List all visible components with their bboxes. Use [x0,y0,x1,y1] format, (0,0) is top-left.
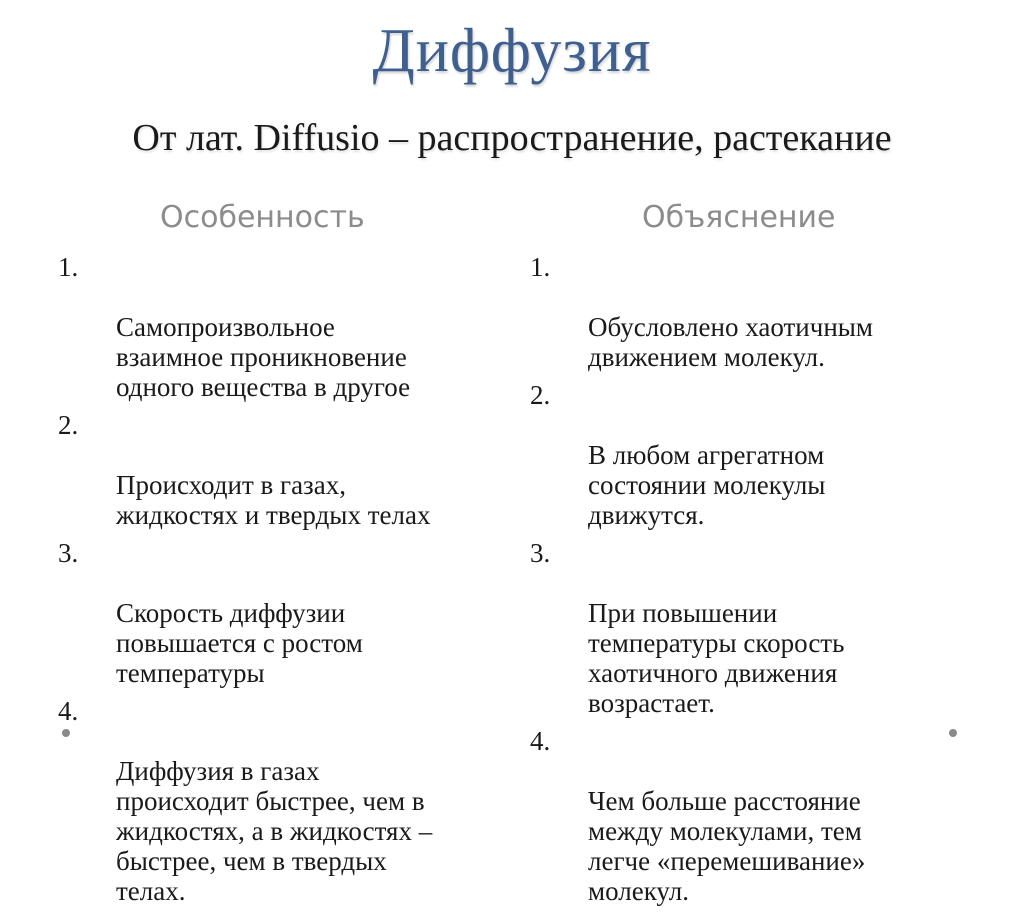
item-number: 2. [530,380,551,410]
item-number: 4. [58,696,79,726]
list-item [530,380,950,530]
item-text: Самопроизвольное взаимное проникновение одного вещества в другое [116,312,411,402]
item-text: В любом агрегатном состоянии молекулы движутся. [588,440,826,530]
list-item [530,252,950,372]
left-column-heading: Особенность [160,200,365,235]
item-text: Чем больше расстояние между молекулами, тем легче «перемешивание» молекул. [588,786,866,906]
item-number: 3. [530,538,551,568]
item-text: Обусловлено хаотичным движением молекул. [588,312,873,372]
explanations-list [530,252,950,914]
list-item [58,538,498,688]
item-number: 2. [58,410,79,440]
list-item [530,538,950,718]
item-number: 4. [530,726,551,756]
bottom-left-dot [62,729,70,737]
slide-title: Диффузия [372,17,652,85]
item-text: Скорость диффузии повышается с ростом температуры [116,598,363,688]
list-item [58,696,498,906]
item-number: 3. [58,538,79,568]
item-text: При повышении температуры скорость хаотичного движения возрастает. [588,598,845,718]
item-text: Диффузия в газах происходит быстрее, чем в жидкостях, а в жидкостях – быстрее, чем в твердых телах. [116,756,433,906]
item-number: 1. [530,252,551,282]
slide-subtitle: От лат. Diffusio – распространение, растекание [132,117,892,159]
list-item [58,252,498,402]
bottom-right-dot [949,729,957,737]
item-text: Происходит в газах, жидкостях и твердых телах [116,470,431,530]
features-list [58,252,498,914]
list-item [58,410,498,530]
right-column-heading: Объяснение [642,200,836,235]
list-item [530,726,950,906]
item-number: 1. [58,252,79,282]
